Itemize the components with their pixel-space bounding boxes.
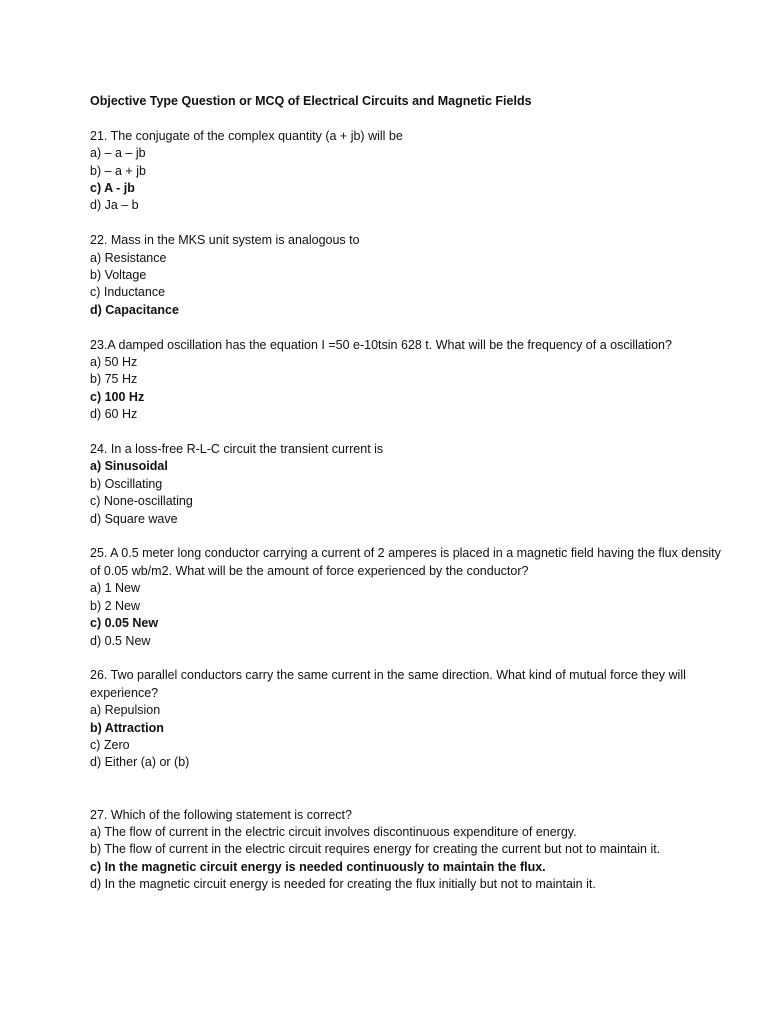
option-a: a) The flow of current in the electric circuit involves discontinuous expenditure of energy. [90, 824, 577, 839]
option-c-answer: c) In the magnetic circuit energy is needed continuously to maintain the flux. [90, 859, 546, 874]
question-text: 27. Which of the following statement is correct? [90, 807, 352, 822]
option-a: a) Repulsion [90, 703, 161, 718]
question-22 [90, 232, 730, 319]
option-c-answer: c) A - jb [90, 181, 135, 196]
option-c: c) Inductance [90, 285, 166, 300]
option-b: b) Oscillating [90, 476, 163, 491]
option-b-answer: b) Attraction [90, 720, 164, 735]
question-text: 25. A 0.5 meter long conductor carrying a current of 2 amperes is placed in a magnetic field having the flux density of 0.05 wb/m2. What will be the amount of force experienced by the conductor? [90, 546, 721, 578]
option-d: d) Ja – b [90, 198, 139, 213]
question-text: 23.A damped oscillation has the equation I =50 e-10tsin 628 t. What will be the frequency of a oscillation? [90, 337, 672, 352]
question-24 [90, 441, 730, 528]
option-b: b) The flow of current in the electric circuit requires energy for creating the current but not to maintain it. [90, 842, 661, 857]
question-text: 24. In a loss-free R-L-C circuit the transient current is [90, 442, 384, 457]
option-c-answer: c) 100 Hz [90, 389, 145, 404]
question-26 [90, 667, 730, 771]
option-d-answer: d) Capacitance [90, 302, 179, 317]
option-a: a) 50 Hz [90, 355, 138, 370]
option-c-answer: c) 0.05 New [90, 616, 159, 631]
option-c: c) None-oscillating [90, 494, 193, 509]
question-text: 21. The conjugate of the complex quantity (a + jb) will be [90, 128, 403, 143]
option-b: b) – a + jb [90, 163, 146, 178]
question-25 [90, 545, 730, 649]
option-b: b) 2 New [90, 598, 141, 613]
option-d: d) In the magnetic circuit energy is needed for creating the flux initially but not to maintain it. [90, 877, 596, 892]
option-a: a) – a – jb [90, 146, 146, 161]
option-a: a) 1 New [90, 581, 141, 596]
option-d: d) 0.5 New [90, 633, 151, 648]
option-d: d) Either (a) or (b) [90, 755, 190, 770]
option-a: a) Resistance [90, 250, 167, 265]
question-text: 26. Two parallel conductors carry the same current in the same direction. What kind of mutual force they will experience? [90, 668, 686, 700]
question-21 [90, 128, 730, 215]
question-27 [90, 807, 730, 894]
option-b: b) Voltage [90, 268, 147, 283]
question-text: 22. Mass in the MKS unit system is analogous to [90, 233, 360, 248]
option-b: b) 75 Hz [90, 372, 138, 387]
option-c: c) Zero [90, 737, 130, 752]
option-d: d) 60 Hz [90, 407, 138, 422]
option-d: d) Square wave [90, 511, 178, 526]
document-title: Objective Type Question or MCQ of Electrical Circuits and Magnetic Fields [90, 94, 532, 108]
document-page [90, 93, 730, 911]
option-a-answer: a) Sinusoidal [90, 459, 168, 474]
question-23 [90, 337, 730, 424]
